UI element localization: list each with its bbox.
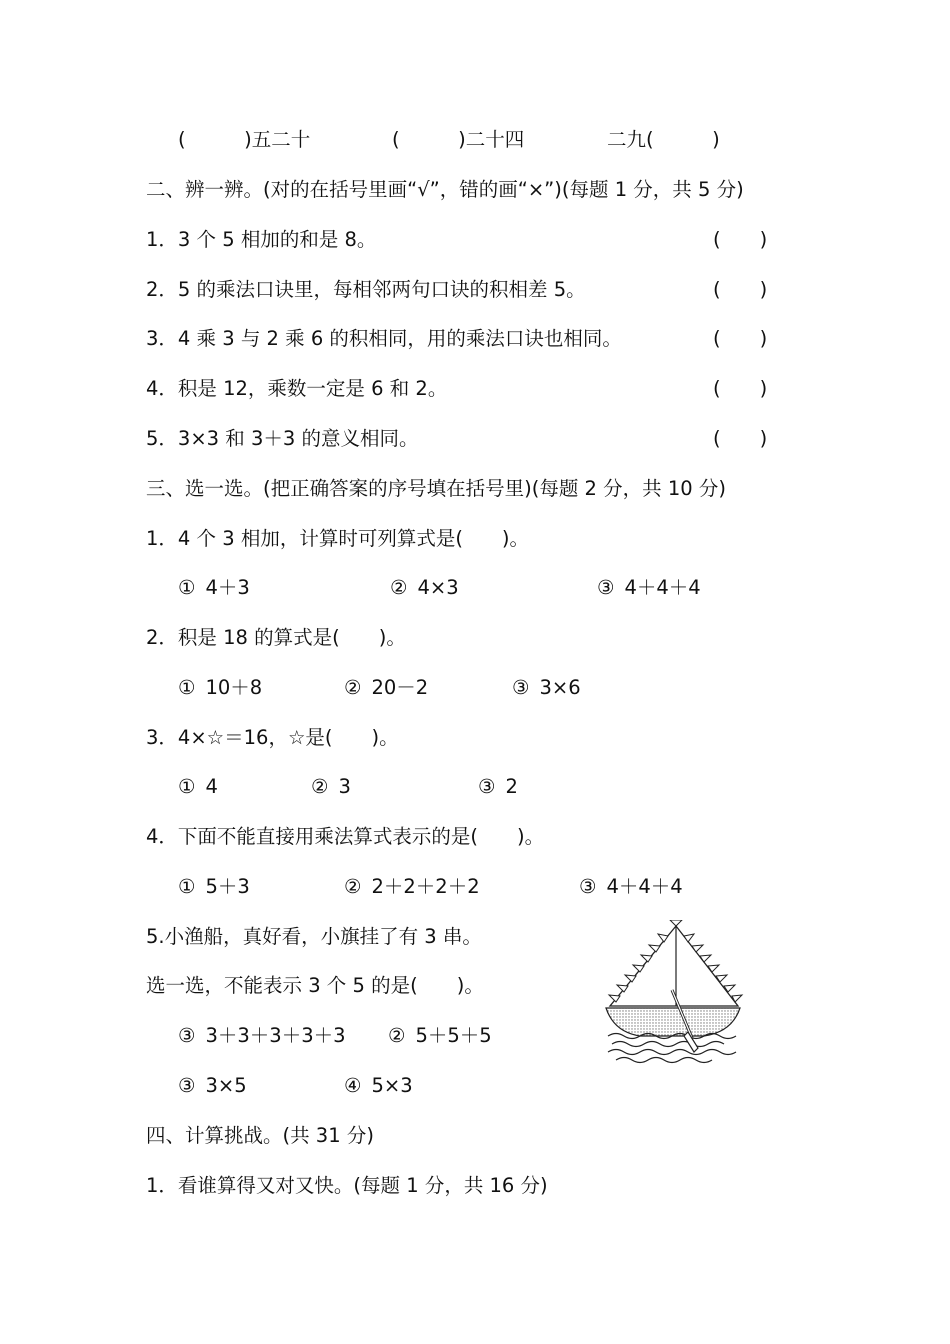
- section4-heading: 四、计算挑战。(共 31 分): [146, 1124, 374, 1147]
- choice-q2: 2．积是 18 的算式是( )。: [146, 626, 406, 649]
- top-item-1: ( )五二十: [178, 128, 311, 151]
- judge-paren-5[interactable]: ( ): [713, 427, 768, 450]
- judge-paren-4[interactable]: ( ): [713, 377, 768, 400]
- judge-paren-3[interactable]: ( ): [713, 327, 768, 350]
- q4-option-1[interactable]: ① 5＋3: [178, 875, 250, 898]
- q4-option-3[interactable]: ③ 4＋4＋4: [579, 875, 683, 898]
- q1-option-3[interactable]: ③ 4＋4＋4: [597, 576, 701, 599]
- q5-option-4[interactable]: ④ 5×3: [344, 1074, 413, 1097]
- judge-item-2: 2．5 的乘法口诀里，每相邻两句口诀的积相差 5。: [146, 278, 586, 301]
- judge-item-3: 3．4 乘 3 与 2 乘 6 的积相同，用的乘法口诀也相同。: [146, 327, 622, 350]
- q3-option-2[interactable]: ② 3: [311, 775, 351, 798]
- choice-q1: 1．4 个 3 相加，计算时可列算式是( )。: [146, 527, 530, 550]
- choice-q4: 4．下面不能直接用乘法算式表示的是( )。: [146, 825, 545, 848]
- judge-item-5: 5．3×3 和 3＋3 的意义相同。: [146, 427, 419, 450]
- water-waves: [608, 1034, 736, 1063]
- q1-option-1[interactable]: ① 4＋3: [178, 576, 250, 599]
- judge-item-4: 4．积是 12，乘数一定是 6 和 2。: [146, 377, 448, 400]
- q3-option-1[interactable]: ① 4: [178, 775, 218, 798]
- q5-option-3[interactable]: ③ 3×5: [178, 1074, 247, 1097]
- q2-option-3[interactable]: ③ 3×6: [512, 676, 581, 699]
- q3-option-3[interactable]: ③ 2: [478, 775, 518, 798]
- q2-option-1[interactable]: ① 10＋8: [178, 676, 263, 699]
- q5-option-2[interactable]: ② 5＋5＋5: [388, 1024, 492, 1047]
- top-item-3: 二九( ): [607, 128, 720, 151]
- judge-paren-1[interactable]: ( ): [713, 228, 768, 251]
- choice-q3: 3．4×☆＝16，☆是( )。: [146, 726, 399, 749]
- section2-heading: 二、辨一辨。(对的在括号里画“√”，错的画“×”)(每题 1 分，共 5 分): [146, 178, 744, 201]
- sailboat-illustration: [604, 920, 744, 1070]
- top-item-2: ( )二十四: [392, 128, 525, 151]
- q1-option-2[interactable]: ② 4×3: [390, 576, 459, 599]
- judge-paren-2[interactable]: ( ): [713, 278, 768, 301]
- section4-sub1: 1．看谁算得又对又快。(每题 1 分，共 16 分): [146, 1174, 548, 1197]
- choice-q5-line2: 选一选，不能表示 3 个 5 的是( )。: [146, 974, 484, 997]
- choice-q5-line1: 5.小渔船，真好看，小旗挂了有 3 串。: [146, 925, 482, 948]
- q5-option-1[interactable]: ③ 3＋3＋3＋3＋3: [178, 1024, 346, 1047]
- section3-heading: 三、选一选。(把正确答案的序号填在括号里)(每题 2 分，共 10 分): [146, 477, 726, 500]
- q2-option-2[interactable]: ② 20－2: [344, 676, 429, 699]
- judge-item-1: 1．3 个 5 相加的和是 8。: [146, 228, 377, 251]
- boat-hull: [606, 1008, 740, 1036]
- q4-option-2[interactable]: ② 2＋2＋2＋2: [344, 875, 480, 898]
